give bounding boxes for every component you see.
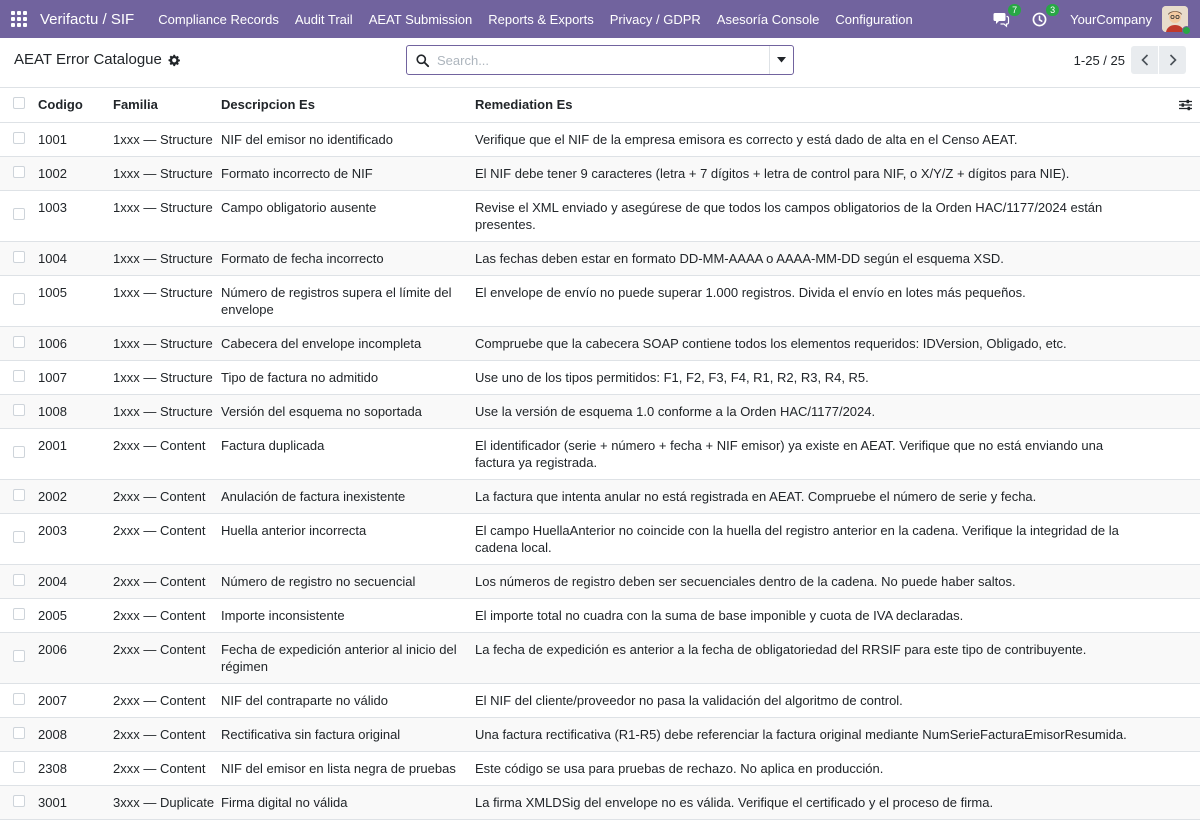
cell-code: 2004	[38, 564, 113, 598]
cell-description: Formato incorrecto de NIF	[221, 156, 475, 190]
column-header-description[interactable]: Descripcion Es	[221, 88, 475, 122]
table-row[interactable]	[0, 564, 1200, 598]
table-header-row	[0, 88, 1200, 122]
row-checkbox[interactable]	[13, 727, 25, 739]
cell-family: 1xxx — Structure	[113, 156, 221, 190]
cell-code: 2308	[38, 751, 113, 785]
cell-empty	[1160, 751, 1200, 785]
table-row[interactable]	[0, 717, 1200, 751]
menu-reports-exports[interactable]: Reports & Exports	[488, 11, 594, 27]
cell-empty	[1160, 479, 1200, 513]
pager-previous-button[interactable]	[1131, 46, 1158, 74]
row-select-cell	[0, 428, 38, 479]
row-checkbox[interactable]	[13, 370, 25, 382]
cell-family: 2xxx — Content	[113, 428, 221, 479]
cell-code: 1003	[38, 190, 113, 241]
messages-button[interactable]	[990, 5, 1018, 30]
cell-code: 2008	[38, 717, 113, 751]
cell-remediation: Use la versión de esquema 1.0 conforme a la Orden HAC/1177/2024.	[475, 394, 1160, 428]
error-catalogue-table	[0, 88, 1200, 820]
cell-remediation: Use uno de los tipos permitidos: F1, F2, F3, F4, R1, R2, R3, R4, R5.	[475, 360, 1160, 394]
search-bar	[406, 45, 794, 75]
pager-value[interactable]: 1-25 / 25	[1073, 52, 1125, 68]
cell-code: 1008	[38, 394, 113, 428]
activities-count-badge: 3	[1046, 4, 1059, 16]
row-checkbox[interactable]	[13, 208, 25, 220]
table-row[interactable]	[0, 156, 1200, 190]
row-checkbox[interactable]	[13, 608, 25, 620]
cell-code: 2007	[38, 683, 113, 717]
cell-empty	[1160, 241, 1200, 275]
cell-empty	[1160, 717, 1200, 751]
chevron-right-icon	[1169, 54, 1177, 66]
row-checkbox[interactable]	[13, 531, 25, 543]
row-checkbox[interactable]	[13, 446, 25, 458]
menu-audit-trail[interactable]: Audit Trail	[294, 11, 353, 27]
table-row[interactable]	[0, 513, 1200, 564]
row-checkbox[interactable]	[13, 166, 25, 178]
column-header-family[interactable]: Familia	[113, 88, 221, 122]
search-icon	[407, 54, 437, 67]
cell-empty	[1160, 428, 1200, 479]
table-row[interactable]	[0, 360, 1200, 394]
systray	[990, 0, 1200, 38]
cell-empty	[1160, 598, 1200, 632]
cell-remediation: Revise el XML enviado y asegúrese de que todos los campos obligatorios de la Orden HAC/1177/2024 están presentes.	[475, 190, 1160, 241]
select-all-checkbox[interactable]	[13, 97, 25, 109]
cell-description: Fecha de expedición anterior al inicio del régimen	[221, 632, 475, 683]
table-row[interactable]	[0, 275, 1200, 326]
cell-empty	[1160, 360, 1200, 394]
main-menu	[150, 12, 921, 27]
apps-menu-icon[interactable]	[0, 0, 38, 38]
breadcrumb	[14, 51, 180, 68]
table-row[interactable]	[0, 632, 1200, 683]
table-row[interactable]	[0, 326, 1200, 360]
cell-code: 1002	[38, 156, 113, 190]
pager-next-button[interactable]	[1159, 46, 1186, 74]
menu-privacy-gdpr[interactable]: Privacy / GDPR	[609, 11, 701, 27]
cell-remediation: Una factura rectificativa (R1-R5) debe referenciar la factura original mediante NumSerieFacturaEmisorResumida.	[475, 717, 1160, 751]
cell-remediation: Los números de registro deben ser secuenciales dentro de la cadena. No puede haber saltos.	[475, 564, 1160, 598]
menu-configuration[interactable]: Configuration	[835, 11, 913, 27]
cell-empty	[1160, 190, 1200, 241]
cell-code: 3001	[38, 785, 113, 819]
table-row[interactable]	[0, 683, 1200, 717]
caret-down-icon	[777, 57, 786, 63]
cell-remediation: Verifique que el NIF de la empresa emisora es correcto y está dado de alta en el Censo AEAT.	[475, 122, 1160, 156]
cell-empty	[1160, 122, 1200, 156]
row-select-cell	[0, 190, 38, 241]
cell-remediation: El envelope de envío no puede superar 1.000 registros. Divida el envío en lotes más pequeños.	[475, 275, 1160, 326]
cell-description: NIF del emisor en lista negra de pruebas	[221, 751, 475, 785]
activities-button[interactable]	[1028, 5, 1056, 30]
cell-description: Importe inconsistente	[221, 598, 475, 632]
clock-icon	[1032, 12, 1047, 27]
cell-description: Huella anterior incorrecta	[221, 513, 475, 564]
cell-family: 2xxx — Content	[113, 751, 221, 785]
row-select-cell	[0, 717, 38, 751]
cell-empty	[1160, 326, 1200, 360]
table-row[interactable]	[0, 598, 1200, 632]
cell-empty	[1160, 156, 1200, 190]
cell-remediation: La firma XMLDSig del envelope no es válida. Verifique el certificado y el proceso de firma.	[475, 785, 1160, 819]
menu-aeat-submission[interactable]: AEAT Submission	[368, 11, 473, 27]
cell-code: 2005	[38, 598, 113, 632]
cell-empty	[1160, 513, 1200, 564]
list-view	[0, 88, 1200, 810]
cell-remediation: Este código se usa para pruebas de rechazo. No aplica en producción.	[475, 751, 1160, 785]
table-row[interactable]	[0, 190, 1200, 241]
cell-description: Factura duplicada	[221, 428, 475, 479]
online-status-dot	[1182, 26, 1191, 35]
table-row[interactable]	[0, 241, 1200, 275]
gear-icon[interactable]	[168, 54, 180, 66]
cell-empty	[1160, 683, 1200, 717]
cell-code: 1001	[38, 122, 113, 156]
search-options-toggle[interactable]	[769, 46, 793, 74]
row-checkbox[interactable]	[13, 336, 25, 348]
cell-description: Versión del esquema no soportada	[221, 394, 475, 428]
menu-asesoria-console[interactable]: Asesoría Console	[716, 11, 820, 27]
row-checkbox[interactable]	[13, 404, 25, 416]
row-select-cell	[0, 479, 38, 513]
control-panel	[0, 38, 1200, 88]
row-checkbox[interactable]	[13, 251, 25, 263]
cell-family: 1xxx — Structure	[113, 360, 221, 394]
row-select-cell	[0, 275, 38, 326]
column-header-remediation[interactable]: Remediation Es	[475, 88, 1160, 122]
table-body	[0, 122, 1200, 819]
table-row[interactable]	[0, 751, 1200, 785]
optional-columns-toggle[interactable]	[1160, 99, 1200, 111]
cell-description: Formato de fecha incorrecto	[221, 241, 475, 275]
cell-code: 1007	[38, 360, 113, 394]
cell-empty	[1160, 632, 1200, 683]
row-select-cell	[0, 751, 38, 785]
cell-remediation: Compruebe que la cabecera SOAP contiene todos los elementos requeridos: IDVersion, Obligado, etc.	[475, 326, 1160, 360]
row-checkbox[interactable]	[13, 795, 25, 807]
cell-family: 1xxx — Structure	[113, 241, 221, 275]
row-checkbox[interactable]	[13, 650, 25, 662]
sliders-icon	[1179, 99, 1192, 111]
row-select-cell	[0, 564, 38, 598]
cell-description: Rectificativa sin factura original	[221, 717, 475, 751]
row-checkbox[interactable]	[13, 132, 25, 144]
cell-code: 2002	[38, 479, 113, 513]
cell-description: Anulación de factura inexistente	[221, 479, 475, 513]
page-title: AEAT Error Catalogue	[14, 51, 162, 68]
cell-remediation: El NIF del cliente/proveedor no pasa la validación del algoritmo de control.	[475, 683, 1160, 717]
row-checkbox[interactable]	[13, 574, 25, 586]
cell-family: 1xxx — Structure	[113, 394, 221, 428]
cell-family: 2xxx — Content	[113, 632, 221, 683]
table-row[interactable]	[0, 394, 1200, 428]
cell-description: Cabecera del envelope incompleta	[221, 326, 475, 360]
cell-remediation: Las fechas deben estar en formato DD-MM-AAAA o AAAA-MM-DD según el esquema XSD.	[475, 241, 1160, 275]
row-checkbox[interactable]	[13, 293, 25, 305]
messages-count-badge: 7	[1008, 4, 1021, 16]
cell-family: 1xxx — Structure	[113, 122, 221, 156]
cell-empty	[1160, 275, 1200, 326]
menu-compliance-records[interactable]: Compliance Records	[158, 11, 279, 27]
top-navbar	[0, 0, 1200, 38]
cell-remediation: El campo HuellaAnterior no coincide con la huella del registro anterior en la cadena. Verifique la integridad de la cadena local.	[475, 513, 1160, 564]
cell-description: Número de registros supera el límite del envelope	[221, 275, 475, 326]
cell-code: 1005	[38, 275, 113, 326]
row-select-cell	[0, 360, 38, 394]
cell-description: Tipo de factura no admitido	[221, 360, 475, 394]
optional-columns-cell	[1160, 88, 1200, 122]
cell-code: 1006	[38, 326, 113, 360]
cell-family: 2xxx — Content	[113, 683, 221, 717]
table-row[interactable]	[0, 122, 1200, 156]
cell-family: 3xxx — Duplicate	[113, 785, 221, 819]
cell-code: 1004	[38, 241, 113, 275]
row-select-cell	[0, 122, 38, 156]
company-switcher[interactable]: YourCompany	[1070, 11, 1152, 27]
cell-empty	[1160, 785, 1200, 819]
cell-description: Campo obligatorio ausente	[221, 190, 475, 241]
cell-description: Firma digital no válida	[221, 785, 475, 819]
row-select-cell	[0, 513, 38, 564]
cell-family: 2xxx — Content	[113, 598, 221, 632]
cell-remediation: El importe total no cuadra con la suma de base imponible y cuota de IVA declaradas.	[475, 598, 1160, 632]
cell-family: 2xxx — Content	[113, 564, 221, 598]
cell-family: 2xxx — Content	[113, 717, 221, 751]
row-checkbox[interactable]	[13, 693, 25, 705]
chat-icon	[993, 12, 1009, 27]
table-row[interactable]	[0, 428, 1200, 479]
cell-family: 1xxx — Structure	[113, 190, 221, 241]
row-select-cell	[0, 683, 38, 717]
user-avatar[interactable]	[1162, 6, 1188, 32]
row-select-cell	[0, 156, 38, 190]
row-select-cell	[0, 394, 38, 428]
cell-family: 2xxx — Content	[113, 479, 221, 513]
cell-remediation: La factura que intenta anular no está registrada en AEAT. Compruebe el número de serie y fecha.	[475, 479, 1160, 513]
cell-code: 2001	[38, 428, 113, 479]
cell-description: NIF del contraparte no válido	[221, 683, 475, 717]
cell-family: 1xxx — Structure	[113, 275, 221, 326]
row-checkbox[interactable]	[13, 489, 25, 501]
cell-remediation: La fecha de expedición es anterior a la fecha de obligatoriedad del RRSIF para este tipo de contribuyente.	[475, 632, 1160, 683]
select-all-cell	[0, 88, 38, 122]
table-row[interactable]	[0, 479, 1200, 513]
cell-remediation: El identificador (serie + número + fecha + NIF emisor) ya existe en AEAT. Verifique que no está enviando una factura ya registrada.	[475, 428, 1160, 479]
cell-code: 2006	[38, 632, 113, 683]
pager	[1074, 46, 1186, 74]
search-input[interactable]	[437, 47, 769, 73]
table-row[interactable]	[0, 785, 1200, 819]
row-select-cell	[0, 785, 38, 819]
column-header-code[interactable]: Codigo	[38, 88, 113, 122]
cell-empty	[1160, 394, 1200, 428]
cell-family: 1xxx — Structure	[113, 326, 221, 360]
cell-code: 2003	[38, 513, 113, 564]
app-brand[interactable]: Verifactu / SIF	[40, 10, 135, 28]
cell-remediation: El NIF debe tener 9 caracteres (letra + 7 dígitos + letra de control para NIF, o X/Y/Z + dígitos para NIE).	[475, 156, 1160, 190]
row-select-cell	[0, 326, 38, 360]
row-select-cell	[0, 241, 38, 275]
cell-empty	[1160, 564, 1200, 598]
cell-description: Número de registro no secuencial	[221, 564, 475, 598]
cell-description: NIF del emisor no identificado	[221, 122, 475, 156]
row-select-cell	[0, 598, 38, 632]
chevron-left-icon	[1141, 54, 1149, 66]
cell-family: 2xxx — Content	[113, 513, 221, 564]
row-checkbox[interactable]	[13, 761, 25, 773]
row-select-cell	[0, 632, 38, 683]
